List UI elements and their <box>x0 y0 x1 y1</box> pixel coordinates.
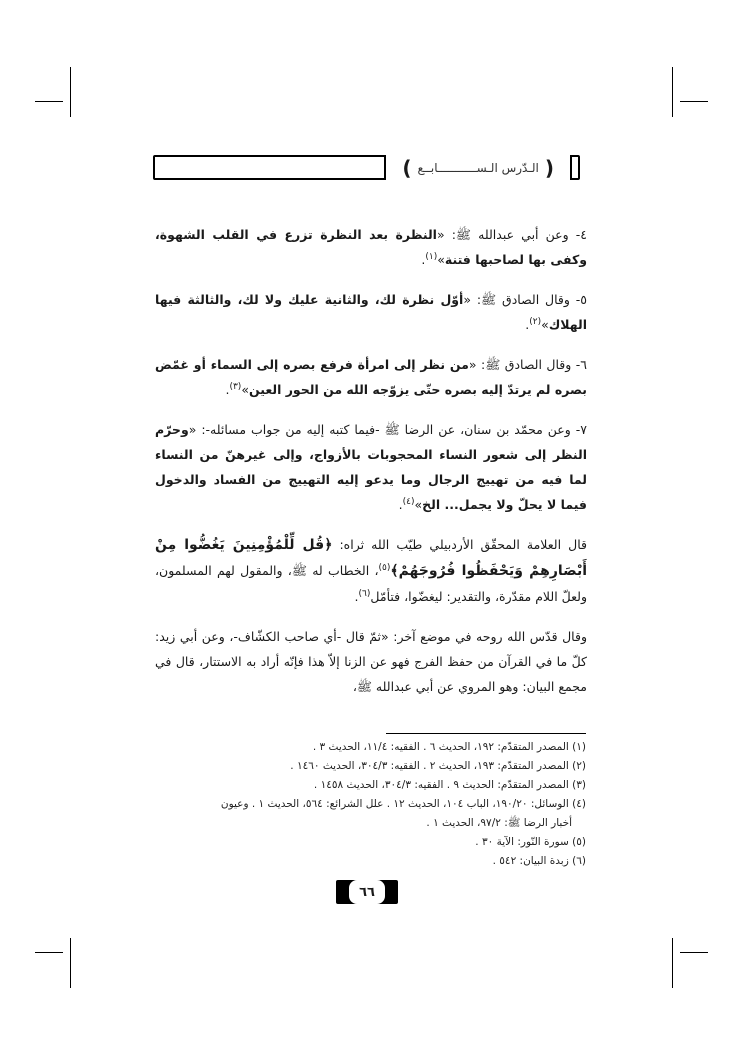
main-text <box>155 222 587 714</box>
hadith-paragraph: ٥- وقال الصادق ﷺ: «أوّل نظرة لك، والثانية عليك ولا لك، والثالثة فيها الهلاك»$^{(٢)}$. <box>155 292 587 332</box>
bracket-ornament-icon: ( <box>402 155 412 180</box>
lesson-title-tab <box>384 155 572 180</box>
footnote-ref: (٦) <box>358 588 371 599</box>
footnote: (٣) المصدر المتقدّم: الحديث ٩ . الفقيه: ٣٠٤/٣، الحديث ١٤٥٨ . <box>313 779 586 791</box>
footnote: (٦) زبدة البيان: ٥٤٢ . <box>492 855 586 867</box>
crop-mark <box>680 101 708 102</box>
footnote-ref: (٥) <box>378 562 391 573</box>
lesson-header <box>153 155 580 180</box>
footnote-ref: (١) <box>425 251 438 262</box>
footnote-ref: (٤) <box>402 496 415 507</box>
hadith-paragraph: ٧- وعن محمّد بن سنان، عن الرضا ﷺ -فيما كتبه إليه من جواب مسائله-: «وحرّم النظر إلى شعور النساء المحجوبات بالأزواج، وإلى غيرهنّ من النساء لما فيه من تهييج الرجال وما يدعو إليه التهييج من الفساد والدخول فيما لا يحلّ ولا يجمل... الخ»$^{(٤)}$. <box>155 422 587 512</box>
page-number: ٦٦ <box>349 880 385 904</box>
crop-mark <box>35 101 63 102</box>
commentary-paragraph: قال العلامة المحقّق الأردبيلي طيّب الله ثراه: ﴿قُل لِّلْمُؤْمِنِينَ يَغُضُّوا مِنْ أَبْصَارِهِمْ وَيَحْفَظُوا فُرُوجَهُمْ﴾$^{(٥)}$، الخطاب له ﷺ، والمقول لهم المسلمون، ولعلّ اللام مقدّرة، والتقدير: ليغضّوا، فتأمّل$^{(٦)}$. <box>155 537 588 604</box>
crop-mark <box>672 67 673 117</box>
footnote-ref: (٣) <box>229 381 242 392</box>
page-number-box <box>336 880 398 904</box>
crop-mark <box>70 938 71 988</box>
crop-mark <box>35 952 63 953</box>
footnote: أخبار الرضا ﷺ: ٩٧/٢، الحديث ١ . <box>426 817 572 829</box>
quran-verse: ﴿قُل لِّلْمُؤْمِنِينَ يَغُضُّوا مِنْ أَبْصَارِهِمْ وَيَحْفَظُوا فُرُوجَهُمْ﴾ <box>155 537 588 579</box>
hadith-paragraph: ٤- وعن أبي عبدالله ﷺ: «النظرة بعد النظرة تزرع في القلب الشهوة، وكفى بها لصاحبها فتنة»$^{(١)}$. <box>155 227 587 267</box>
commentary-paragraph: وقال قدّس الله روحه في موضع آخر: «ثمّ قال -أي صاحب الكشّاف-، وعن أبي زيد: كلّ ما في القرآن من حفظ الفرج فهو عن الزنا إلاّ هذا فإنّه أراد به الاستتار، قال في مجمع البيان: وهو المروي عن أبي عبدالله ﷺ، <box>155 629 587 694</box>
footnote: (٢) المصدر المتقدّم: ١٩٣، الحديث ٢ . الفقيه: ٣٠٤/٣، الحديث ١٤٦٠ . <box>290 760 586 772</box>
lesson-title: الـدّرس الـســـــــــــابــع <box>417 160 539 175</box>
footnote: (٥) سورة النّور: الآية ٣٠ . <box>475 836 586 848</box>
footnotes <box>150 738 586 871</box>
bracket-ornament-icon: ) <box>544 155 554 180</box>
crop-mark <box>680 952 708 953</box>
footnote-ref: (٢) <box>529 316 542 327</box>
footnote: (١) المصدر المتقدّم: ١٩٢، الحديث ٦ . الفقيه: ١١/٤، الحديث ٣ . <box>312 741 586 753</box>
hadith-paragraph: ٦- وقال الصادق ﷺ: «من نظر إلى امرأة فرفع بصره إلى السماء أو غمّض بصره لم يرتدّ إليه بصره حتّى يزوّجه الله من الحور العين»$^{(٣)}$. <box>155 357 587 397</box>
crop-mark <box>672 938 673 988</box>
footnote-divider <box>386 733 586 734</box>
footnote: (٤) الوسائل: ١٩٠/٢٠، الباب ١٠٤، الحديث ١٢ . علل الشرائع: ٥٦٤، الحديث ١ . وعيون <box>220 798 586 810</box>
crop-mark <box>70 67 71 117</box>
